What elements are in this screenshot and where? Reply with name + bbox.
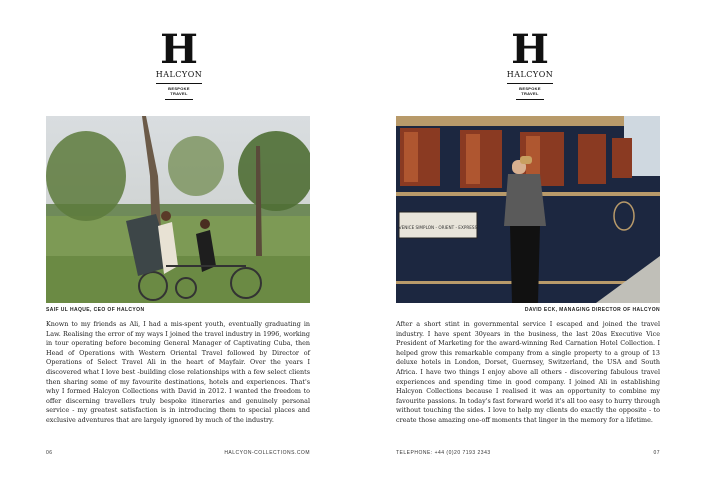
logo-divider <box>156 83 202 84</box>
logo-underline <box>516 99 544 100</box>
photo-rickshaw-field <box>46 116 310 303</box>
photo-train-platform <box>396 116 660 303</box>
logo-letter: H <box>511 26 549 73</box>
logo-letter: H <box>160 26 198 73</box>
telephone-number: TELEPHONE: +44 (0)20 7193 2343 <box>396 450 491 456</box>
bio-paragraph: Known to my friends as Ali, I had a mis-spent youth, eventually graduating in Law. Realising the error of my ways I joined the travel industry in 1996, working in tour operating before becoming General Manager of Captivating Cuba, then Head of Operations with Western Oriental Travel followed by Director of Operations of Select Travel Ali in the heart of Mayfair. Over the years I discovered what I love best -building close relationships with a few select clients then sharing some of my favourite destinations, hotels and experiences. That's why I formed Halcyon Collections with David in 2012. I wanted the freedom to offer discerning travellers truly bespoke itineraries and genuinely personal service - my greatest satisfaction is in introducing them to special places and exclusive adventures that are largely ignored by much of the industry. <box>46 320 310 424</box>
logo-name: HALCYON <box>506 70 554 79</box>
logo-name: HALCYON <box>155 70 203 79</box>
logo-tagline-2: TRAVEL <box>521 91 539 96</box>
page-number: 07 <box>653 450 660 456</box>
logo-underline <box>165 99 193 100</box>
halcyon-logo <box>490 26 570 100</box>
logo-divider <box>507 83 553 84</box>
bio-paragraph: After a short stint in governmental service I escaped and joined the travel industry. I have spent 30years in the business, the last 20as Executive Vice President of Marketing for the award-winning Red Carnation Hotel Collection. I helped grow this remarkable company from a single property to a group of 13 deluxe hotels in London, Dorset, Guernsey, Switzerland, the USA and South Africa. I have two things I enjoy above all others - discovering fabulous travel experiences and spending time in good company. I joined Ali in establishing Halcyon Collections because I realised it was an opportunity to combine my favourite passions. In today's fast forward world it's all too easy to hurry through without touching the sides. I love to help my clients do exactly the opposite - to create those amazing one-off moments that linger in the memory for a lifetime. <box>396 320 660 424</box>
logo-tagline-1: BESPOKE <box>168 86 190 91</box>
photo-caption: SAIF UL HAQUE, CEO OF HALCYON <box>46 307 145 313</box>
website-url: HALCYON-COLLECTIONS.COM <box>224 450 310 456</box>
right-page <box>352 0 704 492</box>
logo-tagline-1: BESPOKE <box>519 86 541 91</box>
train-sign-text: VENICE SIMPLON - ORIENT - EXPRESS <box>398 225 478 230</box>
halcyon-logo <box>139 26 219 100</box>
page-number: 06 <box>46 450 53 456</box>
photo-caption: DAVID ECK, MANAGING DIRECTOR OF HALCYON <box>524 307 660 313</box>
logo-tagline-2: TRAVEL <box>170 91 188 96</box>
